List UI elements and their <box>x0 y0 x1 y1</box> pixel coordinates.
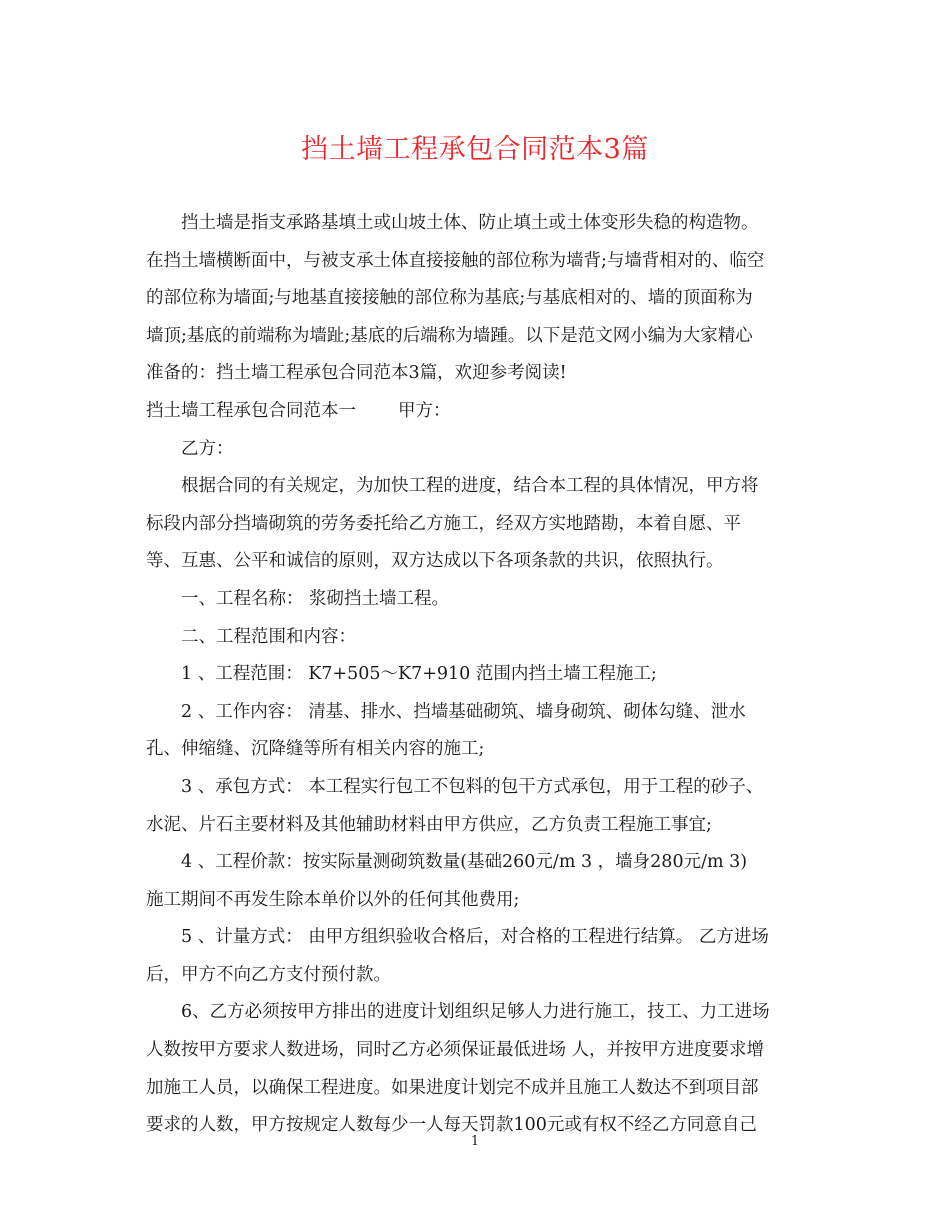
clause-line: 后，甲方不向乙方支付预付款。 <box>146 964 391 985</box>
section-heading: 挡土墙工程承包合同范本一 <box>146 400 356 421</box>
paragraph-line: 挡土墙是指支承路基填土或山坡土体、防止填土或土体变形失稳的构造物。 <box>181 213 759 233</box>
clause-line: 水泥、片石主要材料及其他辅助材料由甲方供应，乙方负责工程施工事宜; <box>146 814 712 835</box>
clause-line: 6、乙方必须按甲方排出的进度计划组织足够人力进行施工，技工、力工进场 <box>181 1002 770 1023</box>
clause-line: 加施工人员，以确保工程进度。如果进度计划完不成并且施工人数达不到项目部 <box>146 1077 759 1098</box>
paragraph-line: 在挡土墙横断面中，与被支承土体直接接触的部位称为墙背;与墙背相对的、临空 <box>146 250 765 271</box>
paragraph-line: 墙顶;基底的前端称为墙趾;基底的后端称为墙踵。以下是范文网小编为大家精心 <box>146 325 753 346</box>
clause-line: 人数按甲方要求人数进场，同时乙方必须保证最低进场 人，并按甲方进度要求增 <box>146 1040 765 1061</box>
document-body <box>146 205 814 1145</box>
paragraph-line: 的部位称为墙面;与地基直接接触的部位称为基底;与基底相对的、墙的顶面称为 <box>146 288 753 309</box>
paragraph-line: 标段内部分挡墙砌筑的劳务委托给乙方施工，经双方实地踏勘，本着自愿、平 <box>146 513 741 534</box>
paragraph-line: 根据合同的有关规定，为加快工程的进度，结合本工程的具体情况，甲方将 <box>181 476 759 497</box>
page-number: 1 <box>470 1134 480 1149</box>
clause-line: 2 、工作内容： 清基、排水、挡墙基础砌筑、墙身砌筑、砌体勾缝、泄水 <box>181 701 746 722</box>
paragraph-line: 等、互惠、公平和诚信的原则，双方达成以下各项条款的共识，依照执行。 <box>146 551 724 572</box>
clause-line: 3 、承包方式： 本工程实行包工不包料的包干方式承包，用于工程的砂子、 <box>181 776 764 797</box>
clause-line: 施工期间不再发生除本单价以外的任何其他费用; <box>146 889 520 910</box>
clause-line: 二、工程范围和内容： <box>181 626 356 647</box>
party-b-label: 乙方： <box>181 438 234 459</box>
clause-line: 1 、工程范围： K7+505～K7+910 范围内挡土墙工程施工; <box>181 664 657 685</box>
paragraph-line: 准备的：挡土墙工程承包合同范本3篇，欢迎参考阅读! <box>146 363 567 384</box>
clause-line: 孔、伸缩缝、沉降缝等所有相关内容的施工; <box>146 739 485 760</box>
clause-line: 5 、计量方式： 由甲方组织验收合格后，对合格的工程进行结算。 乙方进场 <box>181 927 769 948</box>
clause-line: 4 、工程价款：按实际量测砌筑数量(基础260元/m 3 ，墙身280元/m 3) <box>181 852 748 873</box>
section-heading-line <box>146 393 814 431</box>
clause-line: 一、工程名称： 浆砌挡土墙工程。 <box>181 588 450 609</box>
clause-line: 要求的人数，甲方按规定人数每少一人每天罚款100元或有权不经乙方同意自己 <box>146 1115 757 1136</box>
party-a-label: 甲方： <box>398 400 451 421</box>
document-title: 挡土墙工程承包合同范本3篇 <box>301 134 649 165</box>
